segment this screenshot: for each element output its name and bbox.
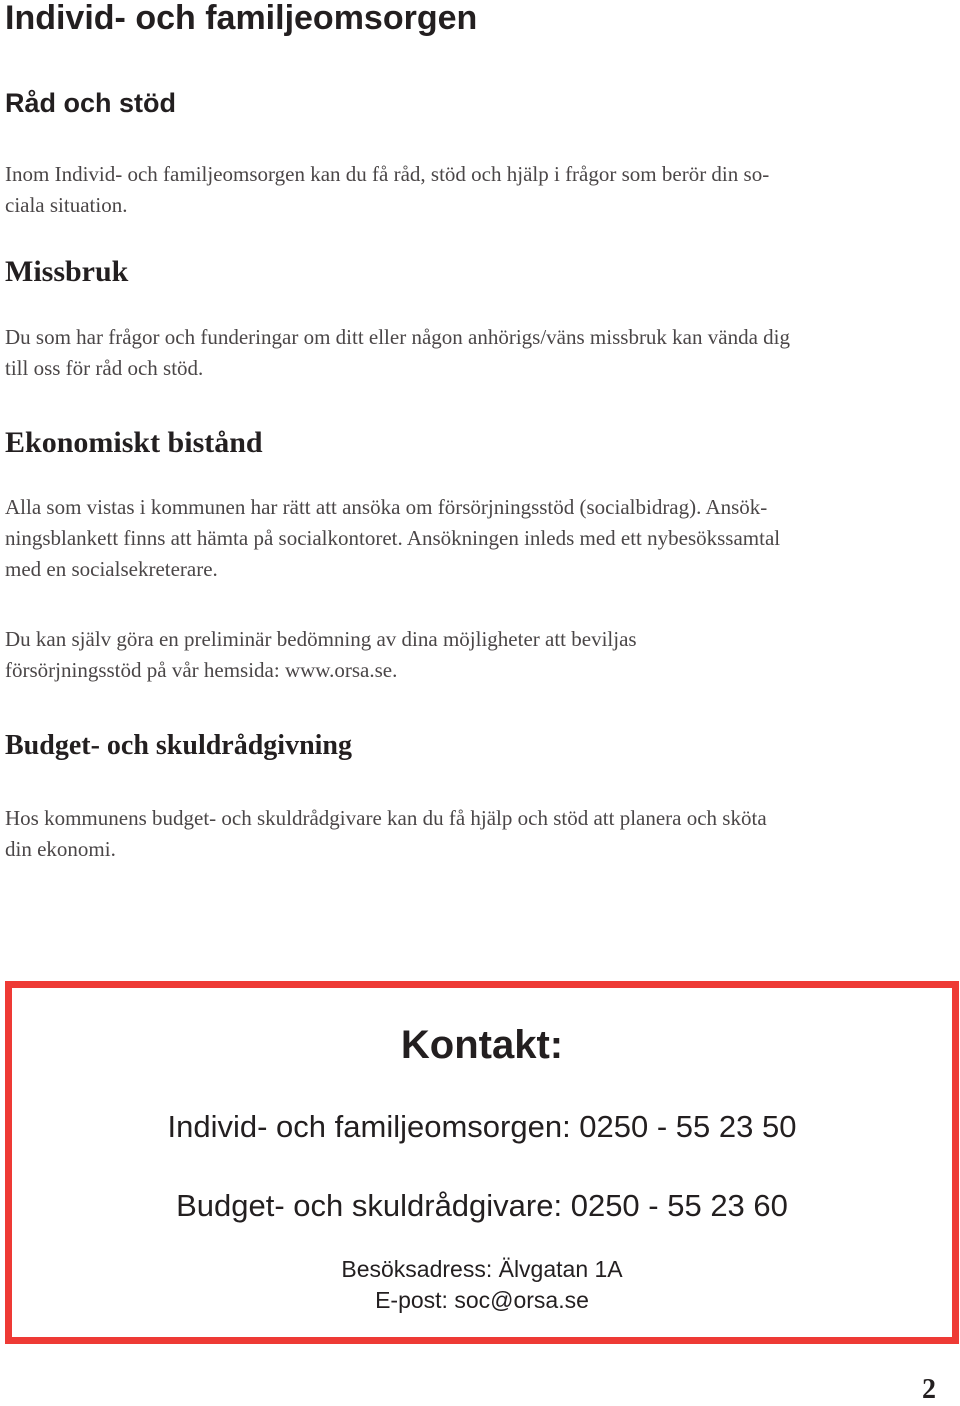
section-heading-ekonomiskt-bistand: Ekonomiskt bistånd [5,426,263,459]
contact-box [5,981,959,1344]
contact-email: E-post: soc@orsa.se [375,1287,589,1313]
contact-visiting-address: Besöksadress: Älvgatan 1A [341,1256,623,1282]
paragraph-missbruk [5,322,790,384]
section-heading-rad-och-stod: Råd och stöd [5,88,177,118]
text-line: Du kan själv göra en preliminär bedömning av dina möjligheter att beviljas [5,627,637,651]
paragraph-ekonomiskt-bistand [5,492,780,585]
text-line: ningsblankett finns att hämta på socialkontoret. Ansökningen inleds med ett nybesökssamtal [5,526,781,550]
contact-phone-individ-och-familjeomsorgen: Individ- och familjeomsorgen: 0250 - 55 23 50 [167,1109,797,1144]
text-line: Inom Individ- och familjeomsorgen kan du få råd, stöd och hjälp i frågor som berör din so- [5,162,770,186]
section-heading-budget-och-skuldradgivning: Budget- och skuldrådgivning [5,730,352,761]
paragraph-preliminar-bedomning [5,624,637,686]
page-title: Individ- och familjeomsorgen [5,0,478,37]
contact-phone-budget-och-skuldradgivare: Budget- och skuldrådgivare: 0250 - 55 23 60 [176,1188,788,1223]
text-line: försörjningsstöd på vår hemsida: www.orsa.se. [5,658,398,682]
paragraph-rad-och-stod [5,159,769,221]
text-line: till oss för råd och stöd. [5,356,204,380]
text-line: Hos kommunens budget- och skuldrådgivare kan du få hjälp och stöd att planera och sköta [5,806,767,830]
text-line: Du som har frågor och funderingar om ditt eller någon anhörigs/väns missbruk kan vända dig [5,325,790,349]
contact-title: Kontakt: [400,1023,564,1067]
text-line: din ekonomi. [5,837,116,861]
page-number: 2 [922,1374,936,1405]
section-heading-missbruk: Missbruk [5,255,129,288]
text-line: Alla som vistas i kommunen har rätt att ansöka om försörjningsstöd (socialbidrag). Ansök- [5,495,768,519]
paragraph-budget-och-skuldradgivning [5,803,767,865]
text-line: ciala situation. [5,193,128,217]
text-line: med en socialsekreterare. [5,557,218,581]
